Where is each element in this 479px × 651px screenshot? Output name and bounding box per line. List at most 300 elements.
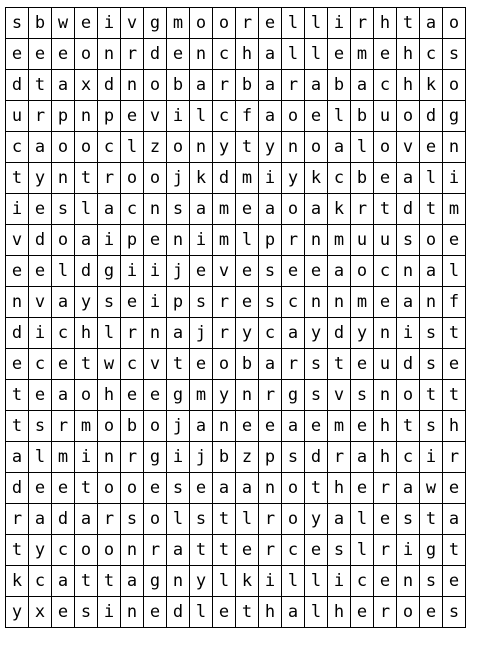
letter-cell[interactable]: o: [443, 70, 466, 101]
letter-cell[interactable]: i: [420, 442, 443, 473]
letter-cell[interactable]: r: [29, 101, 52, 132]
letter-cell[interactable]: o: [98, 411, 121, 442]
letter-cell[interactable]: s: [167, 473, 190, 504]
letter-cell[interactable]: f: [236, 101, 259, 132]
letter-cell[interactable]: n: [190, 39, 213, 70]
letter-cell[interactable]: l: [167, 504, 190, 535]
letter-cell[interactable]: l: [443, 256, 466, 287]
letter-cell[interactable]: a: [443, 504, 466, 535]
letter-cell[interactable]: c: [52, 318, 75, 349]
letter-cell[interactable]: o: [374, 132, 397, 163]
letter-cell[interactable]: o: [420, 225, 443, 256]
letter-cell[interactable]: e: [259, 411, 282, 442]
letter-cell[interactable]: t: [213, 535, 236, 566]
letter-cell[interactable]: p: [52, 101, 75, 132]
letter-cell[interactable]: o: [98, 473, 121, 504]
letter-cell[interactable]: o: [397, 380, 420, 411]
letter-cell[interactable]: h: [259, 597, 282, 628]
letter-cell[interactable]: a: [98, 194, 121, 225]
letter-cell[interactable]: a: [282, 597, 305, 628]
letter-cell[interactable]: y: [29, 535, 52, 566]
letter-cell[interactable]: m: [190, 380, 213, 411]
letter-cell[interactable]: e: [374, 566, 397, 597]
letter-cell[interactable]: a: [259, 39, 282, 70]
letter-cell[interactable]: c: [259, 318, 282, 349]
letter-cell[interactable]: e: [75, 8, 98, 39]
letter-cell[interactable]: s: [29, 411, 52, 442]
letter-cell[interactable]: t: [213, 504, 236, 535]
letter-cell[interactable]: e: [144, 597, 167, 628]
letter-cell[interactable]: a: [190, 70, 213, 101]
letter-cell[interactable]: u: [374, 225, 397, 256]
letter-cell[interactable]: p: [167, 287, 190, 318]
letter-cell[interactable]: m: [167, 8, 190, 39]
letter-cell[interactable]: s: [397, 504, 420, 535]
letter-cell[interactable]: r: [121, 39, 144, 70]
letter-cell[interactable]: n: [305, 287, 328, 318]
letter-cell[interactable]: t: [29, 70, 52, 101]
letter-cell[interactable]: n: [6, 287, 29, 318]
letter-cell[interactable]: s: [328, 535, 351, 566]
letter-cell[interactable]: d: [305, 442, 328, 473]
letter-cell[interactable]: a: [282, 318, 305, 349]
letter-cell[interactable]: a: [328, 132, 351, 163]
letter-cell[interactable]: a: [328, 504, 351, 535]
letter-cell[interactable]: l: [420, 163, 443, 194]
letter-cell[interactable]: e: [305, 411, 328, 442]
letter-cell[interactable]: w: [52, 8, 75, 39]
letter-cell[interactable]: l: [213, 566, 236, 597]
letter-cell[interactable]: n: [121, 597, 144, 628]
letter-cell[interactable]: a: [167, 535, 190, 566]
letter-cell[interactable]: e: [282, 256, 305, 287]
letter-cell[interactable]: e: [52, 473, 75, 504]
letter-cell[interactable]: v: [213, 256, 236, 287]
letter-cell[interactable]: g: [282, 380, 305, 411]
letter-cell[interactable]: v: [397, 132, 420, 163]
letter-cell[interactable]: e: [236, 411, 259, 442]
letter-cell[interactable]: o: [351, 256, 374, 287]
letter-cell[interactable]: h: [397, 70, 420, 101]
letter-cell[interactable]: h: [328, 597, 351, 628]
letter-cell[interactable]: l: [305, 8, 328, 39]
letter-cell[interactable]: o: [397, 597, 420, 628]
letter-cell[interactable]: e: [236, 535, 259, 566]
letter-cell[interactable]: c: [98, 132, 121, 163]
letter-cell[interactable]: t: [420, 194, 443, 225]
letter-cell[interactable]: o: [443, 8, 466, 39]
letter-cell[interactable]: s: [397, 225, 420, 256]
letter-cell[interactable]: l: [328, 101, 351, 132]
letter-cell[interactable]: b: [236, 70, 259, 101]
letter-cell[interactable]: d: [167, 597, 190, 628]
letter-cell[interactable]: d: [213, 163, 236, 194]
letter-cell[interactable]: r: [282, 349, 305, 380]
letter-cell[interactable]: a: [397, 473, 420, 504]
letter-cell[interactable]: a: [29, 504, 52, 535]
letter-cell[interactable]: t: [190, 535, 213, 566]
letter-cell[interactable]: d: [397, 194, 420, 225]
letter-cell[interactable]: a: [420, 8, 443, 39]
letter-cell[interactable]: a: [305, 194, 328, 225]
letter-cell[interactable]: e: [190, 256, 213, 287]
letter-cell[interactable]: l: [29, 442, 52, 473]
letter-cell[interactable]: o: [282, 194, 305, 225]
letter-cell[interactable]: b: [236, 349, 259, 380]
letter-cell[interactable]: n: [144, 318, 167, 349]
letter-cell[interactable]: e: [328, 39, 351, 70]
letter-cell[interactable]: a: [75, 504, 98, 535]
letter-cell[interactable]: y: [213, 132, 236, 163]
letter-cell[interactable]: l: [351, 132, 374, 163]
letter-cell[interactable]: e: [6, 349, 29, 380]
letter-cell[interactable]: s: [351, 380, 374, 411]
letter-cell[interactable]: t: [167, 349, 190, 380]
letter-cell[interactable]: k: [420, 70, 443, 101]
letter-cell[interactable]: a: [29, 132, 52, 163]
letter-cell[interactable]: c: [29, 349, 52, 380]
letter-cell[interactable]: y: [282, 163, 305, 194]
letter-cell[interactable]: g: [167, 380, 190, 411]
letter-cell[interactable]: v: [144, 101, 167, 132]
letter-cell[interactable]: a: [52, 380, 75, 411]
letter-cell[interactable]: k: [236, 566, 259, 597]
letter-cell[interactable]: i: [397, 318, 420, 349]
letter-cell[interactable]: o: [75, 380, 98, 411]
letter-cell[interactable]: d: [420, 101, 443, 132]
letter-cell[interactable]: r: [374, 473, 397, 504]
letter-cell[interactable]: m: [351, 39, 374, 70]
letter-cell[interactable]: h: [397, 39, 420, 70]
letter-cell[interactable]: d: [144, 39, 167, 70]
letter-cell[interactable]: h: [443, 411, 466, 442]
letter-cell[interactable]: e: [121, 287, 144, 318]
letter-cell[interactable]: m: [213, 225, 236, 256]
letter-cell[interactable]: n: [213, 411, 236, 442]
letter-cell[interactable]: t: [6, 380, 29, 411]
letter-cell[interactable]: e: [167, 39, 190, 70]
letter-cell[interactable]: a: [52, 566, 75, 597]
letter-cell[interactable]: i: [167, 101, 190, 132]
letter-cell[interactable]: n: [328, 287, 351, 318]
letter-cell[interactable]: a: [213, 473, 236, 504]
letter-cell[interactable]: o: [121, 473, 144, 504]
letter-cell[interactable]: e: [144, 380, 167, 411]
letter-cell[interactable]: l: [282, 8, 305, 39]
letter-cell[interactable]: v: [121, 8, 144, 39]
letter-cell[interactable]: d: [6, 70, 29, 101]
letter-cell[interactable]: w: [98, 349, 121, 380]
letter-cell[interactable]: e: [420, 597, 443, 628]
letter-cell[interactable]: a: [397, 163, 420, 194]
letter-cell[interactable]: c: [282, 535, 305, 566]
letter-cell[interactable]: i: [259, 163, 282, 194]
letter-cell[interactable]: o: [52, 225, 75, 256]
letter-cell[interactable]: f: [443, 287, 466, 318]
letter-cell[interactable]: e: [305, 256, 328, 287]
letter-cell[interactable]: e: [443, 349, 466, 380]
letter-cell[interactable]: t: [98, 566, 121, 597]
letter-cell[interactable]: r: [259, 535, 282, 566]
letter-cell[interactable]: n: [397, 566, 420, 597]
letter-cell[interactable]: r: [213, 318, 236, 349]
letter-cell[interactable]: r: [282, 225, 305, 256]
letter-cell[interactable]: i: [121, 256, 144, 287]
letter-cell[interactable]: e: [144, 225, 167, 256]
letter-cell[interactable]: m: [52, 442, 75, 473]
letter-cell[interactable]: p: [121, 225, 144, 256]
letter-cell[interactable]: b: [351, 101, 374, 132]
letter-cell[interactable]: s: [259, 287, 282, 318]
letter-cell[interactable]: e: [144, 473, 167, 504]
letter-cell[interactable]: n: [305, 225, 328, 256]
letter-cell[interactable]: n: [167, 566, 190, 597]
letter-cell[interactable]: t: [397, 8, 420, 39]
letter-cell[interactable]: z: [236, 442, 259, 473]
letter-cell[interactable]: i: [328, 566, 351, 597]
letter-cell[interactable]: k: [6, 566, 29, 597]
letter-cell[interactable]: y: [213, 380, 236, 411]
letter-cell[interactable]: c: [397, 442, 420, 473]
letter-cell[interactable]: k: [328, 194, 351, 225]
letter-cell[interactable]: n: [259, 473, 282, 504]
letter-cell[interactable]: e: [121, 101, 144, 132]
letter-cell[interactable]: v: [328, 380, 351, 411]
letter-cell[interactable]: i: [29, 318, 52, 349]
letter-cell[interactable]: t: [443, 535, 466, 566]
letter-cell[interactable]: d: [397, 349, 420, 380]
letter-cell[interactable]: d: [29, 225, 52, 256]
letter-cell[interactable]: x: [75, 70, 98, 101]
letter-cell[interactable]: i: [144, 287, 167, 318]
letter-cell[interactable]: c: [121, 349, 144, 380]
letter-cell[interactable]: b: [351, 163, 374, 194]
letter-cell[interactable]: z: [144, 132, 167, 163]
letter-cell[interactable]: e: [259, 8, 282, 39]
letter-cell[interactable]: t: [236, 132, 259, 163]
letter-cell[interactable]: a: [6, 442, 29, 473]
letter-cell[interactable]: e: [236, 256, 259, 287]
letter-cell[interactable]: m: [351, 287, 374, 318]
letter-cell[interactable]: j: [167, 256, 190, 287]
letter-cell[interactable]: c: [351, 566, 374, 597]
letter-cell[interactable]: w: [420, 473, 443, 504]
letter-cell[interactable]: r: [213, 287, 236, 318]
letter-cell[interactable]: s: [305, 380, 328, 411]
letter-cell[interactable]: a: [236, 473, 259, 504]
letter-cell[interactable]: a: [397, 287, 420, 318]
letter-cell[interactable]: s: [190, 504, 213, 535]
letter-cell[interactable]: s: [121, 504, 144, 535]
letter-cell[interactable]: e: [374, 163, 397, 194]
letter-cell[interactable]: c: [52, 535, 75, 566]
letter-cell[interactable]: n: [121, 535, 144, 566]
letter-cell[interactable]: o: [144, 411, 167, 442]
letter-cell[interactable]: l: [52, 256, 75, 287]
letter-cell[interactable]: d: [6, 473, 29, 504]
letter-cell[interactable]: o: [397, 101, 420, 132]
letter-cell[interactable]: i: [167, 442, 190, 473]
letter-cell[interactable]: y: [305, 318, 328, 349]
letter-cell[interactable]: x: [29, 597, 52, 628]
letter-cell[interactable]: u: [374, 349, 397, 380]
letter-cell[interactable]: r: [374, 597, 397, 628]
letter-cell[interactable]: s: [6, 8, 29, 39]
letter-cell[interactable]: t: [75, 349, 98, 380]
letter-cell[interactable]: t: [420, 504, 443, 535]
letter-cell[interactable]: e: [6, 39, 29, 70]
letter-cell[interactable]: n: [75, 101, 98, 132]
letter-cell[interactable]: l: [305, 566, 328, 597]
letter-cell[interactable]: o: [121, 163, 144, 194]
letter-cell[interactable]: o: [282, 101, 305, 132]
letter-cell[interactable]: t: [374, 194, 397, 225]
letter-cell[interactable]: r: [121, 318, 144, 349]
letter-cell[interactable]: s: [75, 597, 98, 628]
letter-cell[interactable]: y: [190, 566, 213, 597]
letter-cell[interactable]: t: [75, 473, 98, 504]
letter-cell[interactable]: o: [167, 132, 190, 163]
letter-cell[interactable]: k: [305, 163, 328, 194]
letter-cell[interactable]: e: [29, 256, 52, 287]
letter-cell[interactable]: m: [236, 163, 259, 194]
letter-cell[interactable]: d: [52, 504, 75, 535]
letter-cell[interactable]: n: [236, 380, 259, 411]
letter-cell[interactable]: y: [236, 318, 259, 349]
letter-cell[interactable]: i: [259, 566, 282, 597]
letter-cell[interactable]: a: [52, 287, 75, 318]
letter-cell[interactable]: k: [190, 163, 213, 194]
letter-cell[interactable]: e: [29, 194, 52, 225]
letter-cell[interactable]: s: [282, 442, 305, 473]
letter-cell[interactable]: s: [98, 287, 121, 318]
letter-cell[interactable]: s: [52, 194, 75, 225]
letter-cell[interactable]: e: [443, 566, 466, 597]
letter-cell[interactable]: v: [144, 349, 167, 380]
letter-cell[interactable]: e: [236, 194, 259, 225]
letter-cell[interactable]: i: [397, 535, 420, 566]
letter-cell[interactable]: a: [190, 411, 213, 442]
letter-cell[interactable]: e: [374, 287, 397, 318]
letter-cell[interactable]: c: [374, 70, 397, 101]
letter-cell[interactable]: o: [98, 535, 121, 566]
letter-cell[interactable]: j: [167, 411, 190, 442]
letter-cell[interactable]: y: [6, 597, 29, 628]
letter-cell[interactable]: s: [305, 349, 328, 380]
letter-cell[interactable]: e: [305, 101, 328, 132]
letter-cell[interactable]: e: [121, 380, 144, 411]
letter-cell[interactable]: d: [6, 318, 29, 349]
letter-cell[interactable]: s: [420, 566, 443, 597]
letter-cell[interactable]: r: [351, 194, 374, 225]
letter-cell[interactable]: o: [282, 504, 305, 535]
letter-cell[interactable]: g: [443, 101, 466, 132]
letter-cell[interactable]: e: [52, 597, 75, 628]
letter-cell[interactable]: t: [75, 163, 98, 194]
letter-cell[interactable]: e: [374, 504, 397, 535]
letter-cell[interactable]: e: [52, 39, 75, 70]
letter-cell[interactable]: g: [98, 256, 121, 287]
letter-cell[interactable]: n: [397, 256, 420, 287]
letter-cell[interactable]: y: [75, 287, 98, 318]
letter-cell[interactable]: r: [351, 8, 374, 39]
letter-cell[interactable]: n: [144, 194, 167, 225]
letter-cell[interactable]: p: [98, 101, 121, 132]
letter-cell[interactable]: a: [259, 101, 282, 132]
letter-cell[interactable]: e: [236, 287, 259, 318]
letter-cell[interactable]: c: [213, 101, 236, 132]
letter-cell[interactable]: r: [282, 70, 305, 101]
letter-cell[interactable]: i: [6, 194, 29, 225]
letter-cell[interactable]: m: [75, 411, 98, 442]
letter-cell[interactable]: g: [420, 535, 443, 566]
letter-cell[interactable]: t: [328, 349, 351, 380]
letter-cell[interactable]: t: [397, 411, 420, 442]
letter-cell[interactable]: y: [29, 163, 52, 194]
letter-cell[interactable]: c: [420, 39, 443, 70]
letter-cell[interactable]: r: [374, 535, 397, 566]
letter-cell[interactable]: n: [52, 163, 75, 194]
letter-cell[interactable]: o: [213, 8, 236, 39]
letter-cell[interactable]: n: [190, 132, 213, 163]
letter-cell[interactable]: t: [236, 597, 259, 628]
letter-cell[interactable]: p: [259, 442, 282, 473]
letter-cell[interactable]: e: [190, 473, 213, 504]
letter-cell[interactable]: n: [121, 70, 144, 101]
letter-cell[interactable]: s: [420, 411, 443, 442]
letter-cell[interactable]: i: [98, 597, 121, 628]
letter-cell[interactable]: e: [29, 380, 52, 411]
letter-cell[interactable]: i: [144, 256, 167, 287]
letter-cell[interactable]: e: [213, 597, 236, 628]
letter-cell[interactable]: t: [75, 566, 98, 597]
letter-cell[interactable]: l: [190, 597, 213, 628]
letter-cell[interactable]: o: [75, 132, 98, 163]
letter-cell[interactable]: l: [282, 566, 305, 597]
letter-cell[interactable]: o: [305, 132, 328, 163]
letter-cell[interactable]: c: [121, 194, 144, 225]
letter-cell[interactable]: m: [328, 411, 351, 442]
letter-cell[interactable]: b: [121, 411, 144, 442]
letter-cell[interactable]: m: [328, 225, 351, 256]
letter-cell[interactable]: r: [98, 504, 121, 535]
letter-cell[interactable]: v: [29, 287, 52, 318]
letter-cell[interactable]: t: [6, 535, 29, 566]
letter-cell[interactable]: t: [305, 473, 328, 504]
letter-cell[interactable]: v: [6, 225, 29, 256]
letter-cell[interactable]: u: [6, 101, 29, 132]
letter-cell[interactable]: j: [190, 318, 213, 349]
letter-cell[interactable]: n: [443, 132, 466, 163]
letter-cell[interactable]: i: [328, 8, 351, 39]
letter-cell[interactable]: y: [351, 318, 374, 349]
letter-cell[interactable]: r: [443, 442, 466, 473]
letter-cell[interactable]: r: [259, 380, 282, 411]
letter-cell[interactable]: a: [190, 194, 213, 225]
letter-cell[interactable]: s: [420, 349, 443, 380]
letter-cell[interactable]: l: [282, 39, 305, 70]
letter-cell[interactable]: e: [374, 39, 397, 70]
letter-cell[interactable]: e: [305, 535, 328, 566]
letter-cell[interactable]: a: [351, 442, 374, 473]
letter-cell[interactable]: a: [328, 256, 351, 287]
letter-cell[interactable]: e: [351, 473, 374, 504]
letter-cell[interactable]: o: [190, 8, 213, 39]
letter-cell[interactable]: n: [167, 225, 190, 256]
letter-cell[interactable]: e: [6, 256, 29, 287]
letter-cell[interactable]: p: [259, 225, 282, 256]
letter-cell[interactable]: e: [351, 597, 374, 628]
